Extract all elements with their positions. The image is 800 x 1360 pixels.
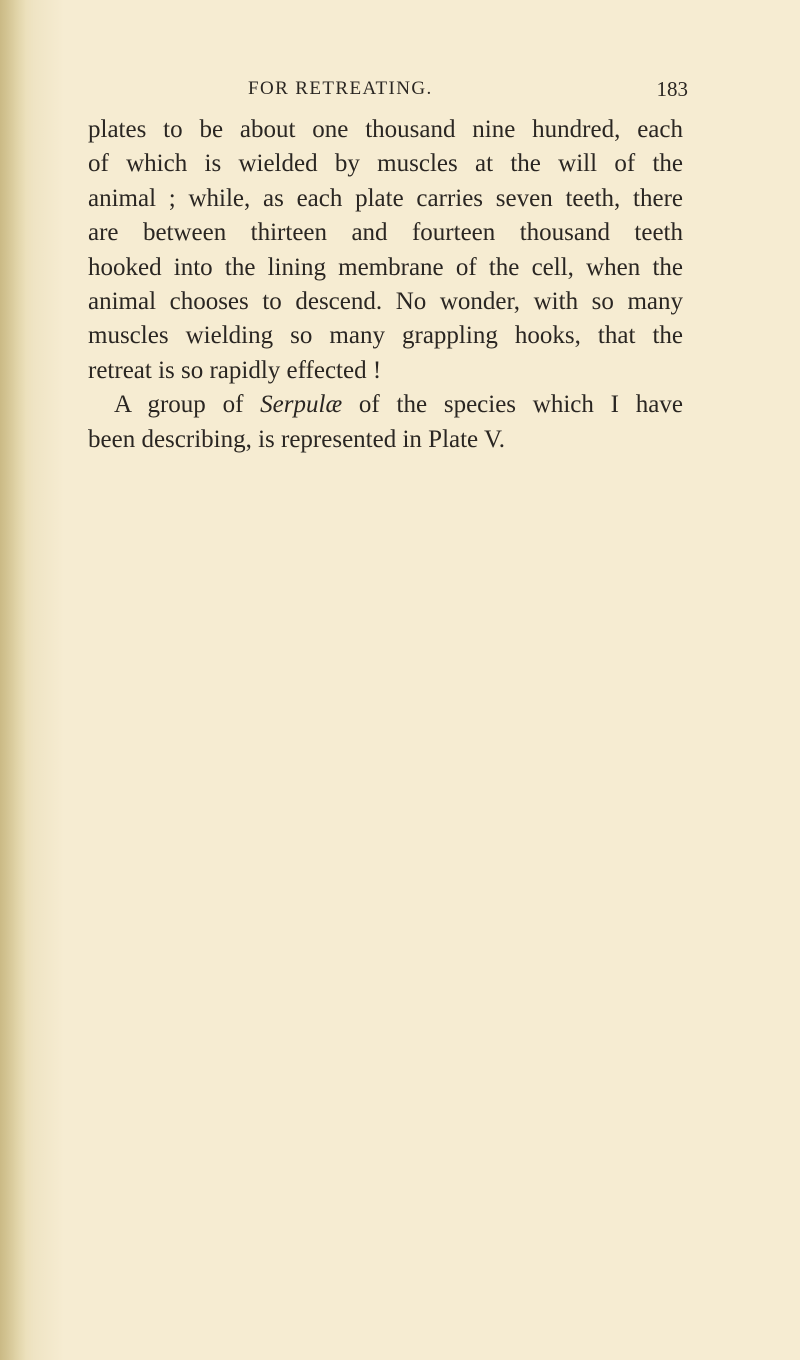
text-line: animal ; while, as each plate carries seven teeth, there — [88, 184, 683, 212]
text-line: retreat is so rapidly effected ! — [88, 356, 382, 384]
text-line: hooked into the lining membrane of the cell, when the — [88, 253, 683, 281]
text-line: animal chooses to descend. No wonder, with so many — [88, 287, 683, 315]
running-head — [248, 72, 688, 106]
paragraph-2 — [88, 388, 683, 457]
text-line: plates to be about one thousand nine hundred, each — [88, 116, 683, 143]
text-line: of which is wielded by muscles at the will of the — [88, 150, 683, 178]
text-line: muscles wielding so many grappling hooks, that the — [88, 322, 683, 350]
body-text — [88, 113, 683, 457]
text-line — [88, 388, 683, 422]
text-segment: of the species which I have — [358, 391, 683, 419]
text-segment: A group of — [114, 391, 244, 419]
running-title: FOR RETREATING. — [248, 78, 433, 99]
text-line: been describing, is represented in Plate V. — [88, 425, 506, 453]
paragraph-1 — [88, 113, 683, 388]
spine-shadow — [0, 0, 26, 1360]
italic-term: Serpulæ — [260, 391, 343, 419]
text-line: are between thirteen and fourteen thousand teeth — [88, 219, 683, 247]
page-number: 183 — [656, 77, 688, 101]
